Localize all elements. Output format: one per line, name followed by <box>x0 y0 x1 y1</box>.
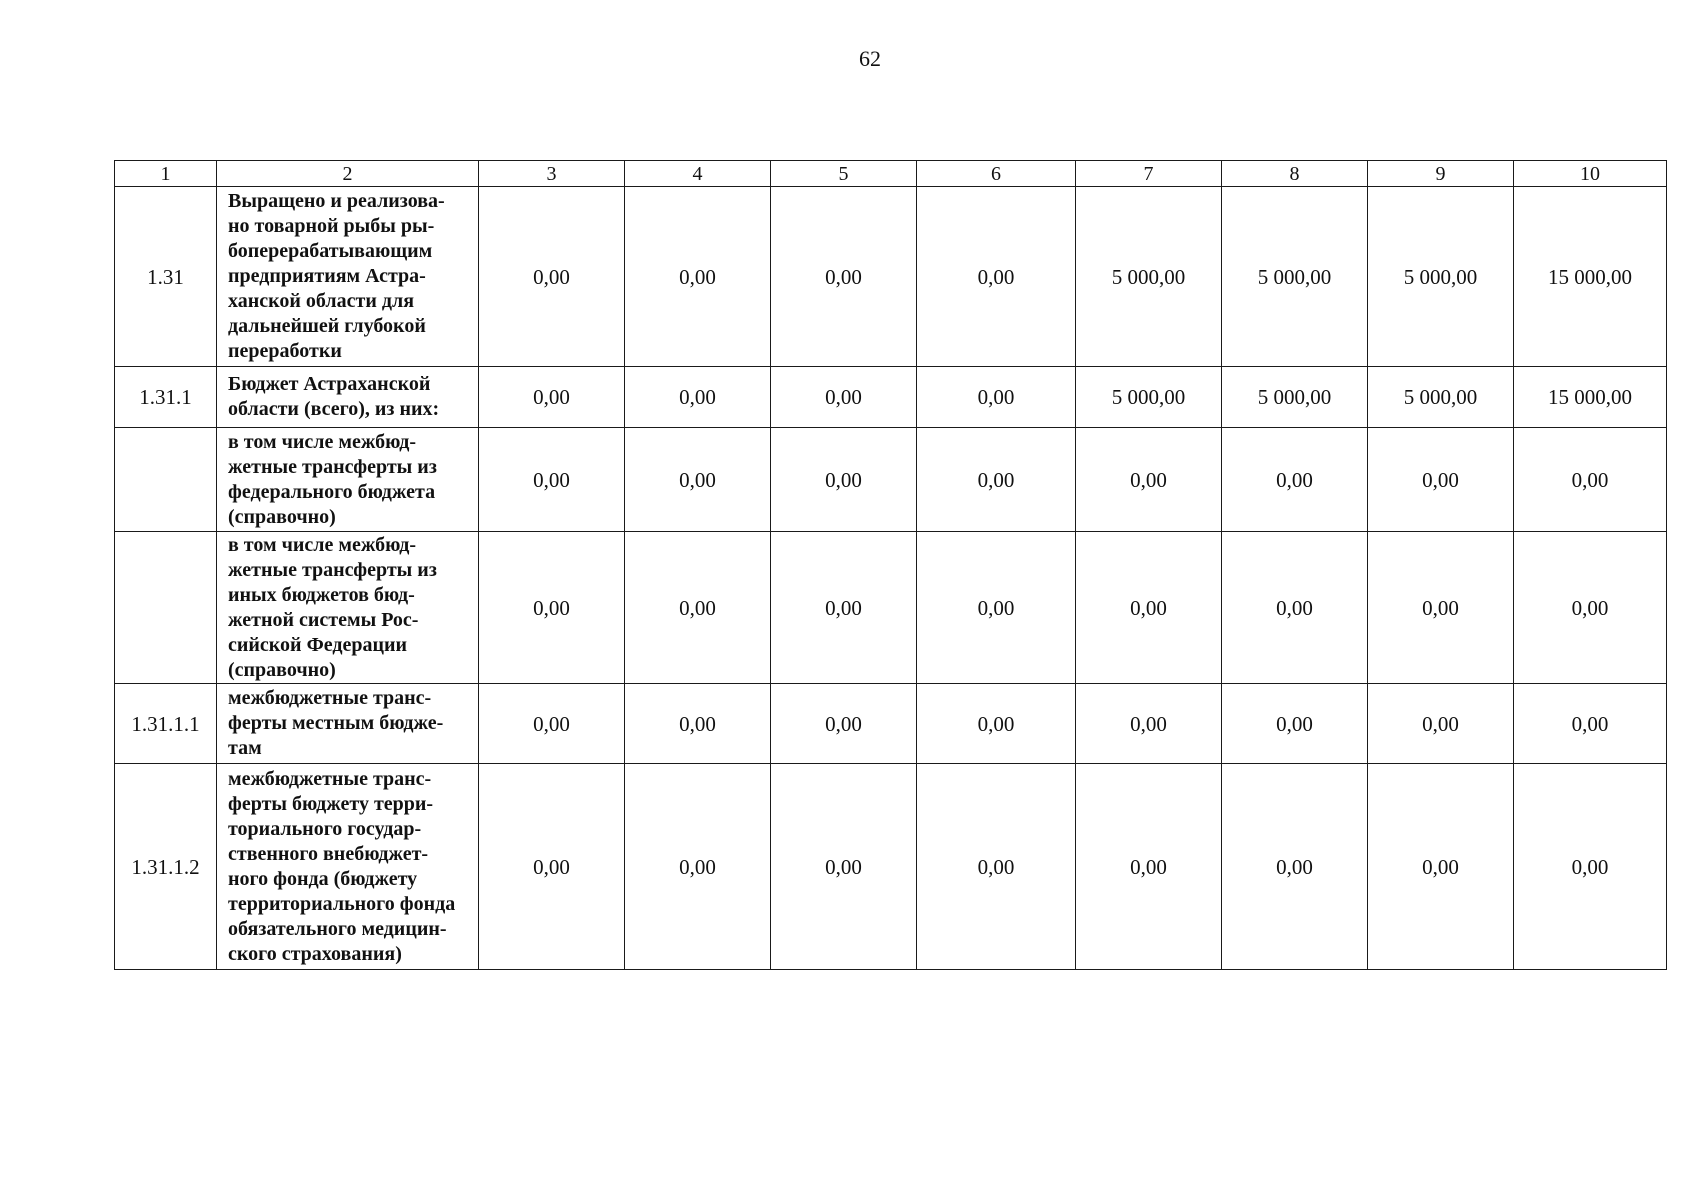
value-cell: 0,00 <box>625 532 771 684</box>
value-cell: 0,00 <box>917 367 1076 428</box>
value-cell: 0,00 <box>1368 532 1514 684</box>
column-header: 5 <box>771 161 917 187</box>
description-line: иных бюджетов бюд- <box>228 583 415 606</box>
description-line: (справочно) <box>228 658 336 681</box>
value-cell: 0,00 <box>479 428 625 532</box>
value-cell: 0,00 <box>771 367 917 428</box>
description-line: федерального бюджета <box>228 480 436 503</box>
value-cell: 0,00 <box>917 764 1076 970</box>
row-description <box>217 684 479 764</box>
description-line: но товарной рыбы ры- <box>228 215 435 237</box>
description-line: переработки <box>228 340 342 362</box>
description-line: ного фонда (бюджету <box>228 867 418 890</box>
description-line: Выращено и реализова- <box>228 190 445 212</box>
description-line: ханской области для <box>228 290 415 312</box>
description-line: ского страхования) <box>228 942 402 965</box>
value-cell: 5 000,00 <box>1368 187 1514 367</box>
value-cell: 0,00 <box>625 684 771 764</box>
row-code: 1.31 <box>115 187 217 367</box>
value-cell: 0,00 <box>1076 684 1222 764</box>
value-cell: 0,00 <box>1222 428 1368 532</box>
row-description <box>217 532 479 684</box>
row-code <box>115 532 217 684</box>
column-header: 3 <box>479 161 625 187</box>
value-cell: 0,00 <box>1368 764 1514 970</box>
value-cell: 0,00 <box>1076 764 1222 970</box>
table-row <box>115 187 1667 367</box>
description-line: жетные трансферты из <box>228 558 437 581</box>
description-line: предприятиям Астра- <box>228 265 426 287</box>
value-cell: 0,00 <box>1514 532 1667 684</box>
description-line: области (всего), из них: <box>228 398 440 420</box>
value-cell: 0,00 <box>1076 532 1222 684</box>
table-row <box>115 367 1667 428</box>
table-row <box>115 428 1667 532</box>
table-row <box>115 684 1667 764</box>
value-cell: 5 000,00 <box>1222 367 1368 428</box>
row-code <box>115 428 217 532</box>
value-cell: 0,00 <box>771 684 917 764</box>
column-header: 2 <box>217 161 479 187</box>
column-header: 4 <box>625 161 771 187</box>
column-header: 6 <box>917 161 1076 187</box>
value-cell: 0,00 <box>479 684 625 764</box>
description-line: сийской Федерации <box>228 633 408 656</box>
value-cell: 0,00 <box>771 764 917 970</box>
table-header-row <box>115 161 1667 187</box>
column-header: 8 <box>1222 161 1368 187</box>
value-cell: 15 000,00 <box>1514 187 1667 367</box>
description-line: (справочно) <box>228 505 336 528</box>
row-description <box>217 367 479 428</box>
description-line: Бюджет Астраханской <box>228 373 431 395</box>
value-cell: 0,00 <box>1514 684 1667 764</box>
column-header: 1 <box>115 161 217 187</box>
description-line: в том числе межбюд- <box>228 430 417 453</box>
value-cell: 5 000,00 <box>1368 367 1514 428</box>
column-header: 10 <box>1514 161 1667 187</box>
value-cell: 0,00 <box>625 187 771 367</box>
page-number: 62 <box>859 46 881 71</box>
table-row <box>115 532 1667 684</box>
value-cell: 0,00 <box>1514 428 1667 532</box>
table-row <box>115 764 1667 970</box>
column-header: 7 <box>1076 161 1222 187</box>
description-line: жетные трансферты из <box>228 455 437 478</box>
value-cell: 0,00 <box>1368 428 1514 532</box>
value-cell: 0,00 <box>479 367 625 428</box>
value-cell: 5 000,00 <box>1076 367 1222 428</box>
row-description <box>217 428 479 532</box>
description-line: в том числе межбюд- <box>228 533 417 556</box>
value-cell: 0,00 <box>917 684 1076 764</box>
row-description <box>217 764 479 970</box>
description-line: ферты местным бюдже- <box>228 712 444 734</box>
value-cell: 0,00 <box>625 367 771 428</box>
description-line: жетной системы Рос- <box>228 608 419 631</box>
description-line: боперерабатывающим <box>228 240 433 262</box>
value-cell: 15 000,00 <box>1514 367 1667 428</box>
value-cell: 0,00 <box>917 532 1076 684</box>
description-line: ственного внебюджет- <box>228 842 429 865</box>
row-code: 1.31.1.2 <box>115 764 217 970</box>
description-line: межбюджетные транс- <box>228 687 432 709</box>
row-code: 1.31.1.1 <box>115 684 217 764</box>
description-line: ториального государ- <box>228 817 422 840</box>
value-cell: 0,00 <box>917 428 1076 532</box>
description-line: обязательного медицин- <box>228 917 447 940</box>
value-cell: 0,00 <box>1368 684 1514 764</box>
value-cell: 0,00 <box>1514 764 1667 970</box>
value-cell: 0,00 <box>1076 428 1222 532</box>
row-description <box>217 187 479 367</box>
description-line: там <box>228 737 262 759</box>
budget-table <box>114 160 1667 970</box>
value-cell: 0,00 <box>479 187 625 367</box>
value-cell: 0,00 <box>917 187 1076 367</box>
value-cell: 0,00 <box>771 428 917 532</box>
value-cell: 0,00 <box>1222 764 1368 970</box>
value-cell: 5 000,00 <box>1222 187 1368 367</box>
value-cell: 0,00 <box>771 187 917 367</box>
column-header: 9 <box>1368 161 1514 187</box>
value-cell: 0,00 <box>1222 532 1368 684</box>
value-cell: 0,00 <box>479 532 625 684</box>
value-cell: 0,00 <box>479 764 625 970</box>
value-cell: 5 000,00 <box>1076 187 1222 367</box>
description-line: дальнейшей глубокой <box>228 315 426 337</box>
value-cell: 0,00 <box>625 428 771 532</box>
description-line: ферты бюджету терри- <box>228 792 434 815</box>
row-code: 1.31.1 <box>115 367 217 428</box>
value-cell: 0,00 <box>771 532 917 684</box>
value-cell: 0,00 <box>1222 684 1368 764</box>
description-line: территориального фонда <box>228 892 456 915</box>
description-line: межбюджетные транс- <box>228 767 432 790</box>
value-cell: 0,00 <box>625 764 771 970</box>
